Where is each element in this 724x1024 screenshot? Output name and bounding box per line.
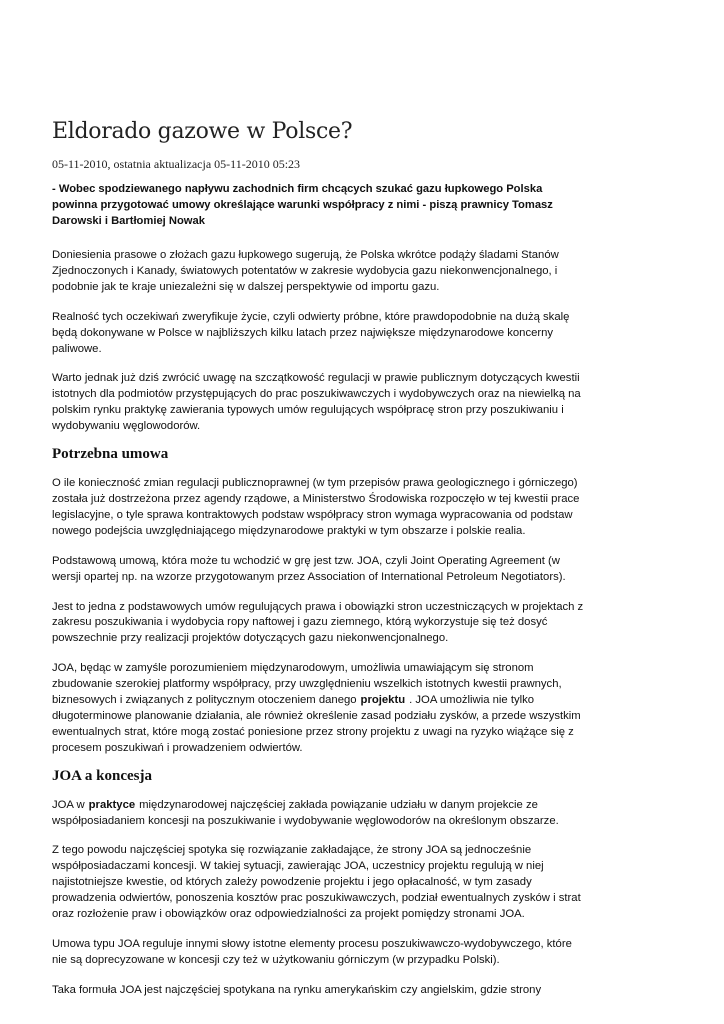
keyword-link-praktyce[interactable]: praktyce xyxy=(88,798,136,811)
paragraph-7 xyxy=(52,661,587,756)
paragraph-8-text-end: międzynarodowej najczęściej zakłada powiązanie udziału w danym projekcie ze współposiadaniem koncesji na poszukiwanie i wydobywanie węglowodorów na określonym obszarze. xyxy=(52,798,559,827)
section-heading-joa-a-koncesja: JOA a koncesja xyxy=(52,767,153,784)
paragraph-8-text: JOA w xyxy=(52,798,85,811)
paragraph-6: Jest to jedna z podstawowych umów regulujących prawa i obowiązki stron uczestniczących w projektach z zakresu poszukiwania i wydobycia ropy naftowej i gazu ziemnego, którą wykorzystuje się też dosyć powszechnie przy realizacji projektów dotyczących gazu niekonwencjonalnego. xyxy=(52,600,584,645)
paragraph-8 xyxy=(52,798,587,830)
section-heading-potrzebna-umowa: Potrzebna umowa xyxy=(52,446,169,463)
article-lead: - Wobec spodziewanego napływu zachodnich firm chcących szukać gazu łupkowego Polska powinna przygotować umowy określające warunki współpracy z nimi - piszą prawnicy Tomasz Darowski i Bartłomiej Nowak xyxy=(52,183,553,227)
paragraph-7-text: JOA, będąc w zamyśle porozumieniem międzynarodowym, umożliwia umawiającym się stronom zbudowanie szerokiej platformy współpracy, przy uwzględnieniu wszelkich istotnych kwestii prawnych, biznesowych i związanych z politycznym otoczeniem danego xyxy=(52,662,562,707)
paragraph-9: Z tego powodu najczęściej spotyka się rozwiązanie zakładające, że strony JOA są jednocześnie współposiadaczami koncesji. W takiej sytuacji, zawierając JOA, uczestnicy projektu regulują w niej najistotniejsze kwestie, od których zależy powodzenie projektu i jego opłacalność, w tym zasady prowadzenia odwiertów, ponoszenia kosztów prac poszukiwawczych, podział ewentualnych zysków i strat oraz rozłożenie praw i obowiązków oraz odpowiedzialności za projekt pomiędzy stronami JOA. xyxy=(52,844,581,921)
paragraph-3: Warto jednak już dziś zwrócić uwagę na szczątkowość regulacji w prawie publicznym dotyczących kwestii istotnych dla podmiotów przystępujących do prac poszukiwawczych i wydobywczych oraz na niewielką na polskim rynku praktykę zawierania typowych umów regulujących współpracę stron przy poszukiwaniu i wydobywaniu węglowodorów. xyxy=(52,372,581,433)
paragraph-10: Umowa typu JOA reguluje innymi słowy istotne elementy procesu poszukiwawczo-wydobywczego, które nie są doprecyzowane w koncesji czy też w użytkowaniu górniczym (w przypadku Polski). xyxy=(52,938,572,966)
paragraph-5: Podstawową umową, która może tu wchodzić w grę jest tzw. JOA, czyli Joint Operating Agreement (w wersji opartej np. na wzorze przygotowanym przez Association of International Petroleum Negotiators). xyxy=(52,554,566,583)
keyword-link-projektu[interactable]: projektu xyxy=(360,694,406,707)
article-body xyxy=(52,181,587,1013)
paragraph-11: Taka formuła JOA jest najczęściej spotykana na rynku amerykańskim czy angielskim, gdzie strony xyxy=(52,983,542,996)
article-date: 05-11-2010, ostatnia aktualizacja 05-11-2010 05:23 xyxy=(52,157,301,171)
paragraph-7-text-end: . JOA umożliwia nie tylko długoterminowe planowanie działania, ale również określenie zasad podziału zysków, a przede wszystkim ewentualnych strat, które mogą zostać poniesione przez strony projektu z uwagi na ryzyko wiążące się z procesem poszukiwań i prowadzeniem odwiertów. xyxy=(52,694,581,754)
paragraph-1: Doniesienia prasowe o złożach gazu łupkowego sugerują, że Polska wkrótce podąży śladami Stanów Zjednoczonych i Kanady, światowych potentatów w zakresie wydobycia gazu niekonwencjonalnego, i podobnie jak te kraje uniezależni się w dalszej perspektywie od importu gazu. xyxy=(52,249,559,293)
paragraph-4: O ile konieczność zmian regulacji publicznoprawnej (w tym przepisów prawa geologicznego i górniczego) została już dostrzeżona przez agendy rządowe, a Ministerstwo Środowiska rozpoczęło w tej kwestii prace legislacyjne, o tyle sprawa kontraktowych podstaw współpracy stron wymaga wypracowania od podstaw nowego podejścia uwzględniającego międzynarodowe praktyki w tym obszarze i polskie realia. xyxy=(52,477,580,537)
paragraph-2: Realność tych oczekiwań zweryfikuje życie, czyli odwierty próbne, które prawdopodobnie na dużą skalę będą dokonywane w Polsce w najbliższych kilku latach przez największe międzynarodowe koncerny paliwowe. xyxy=(52,310,570,355)
article-title: Eldorado gazowe w Polsce? xyxy=(52,119,353,144)
